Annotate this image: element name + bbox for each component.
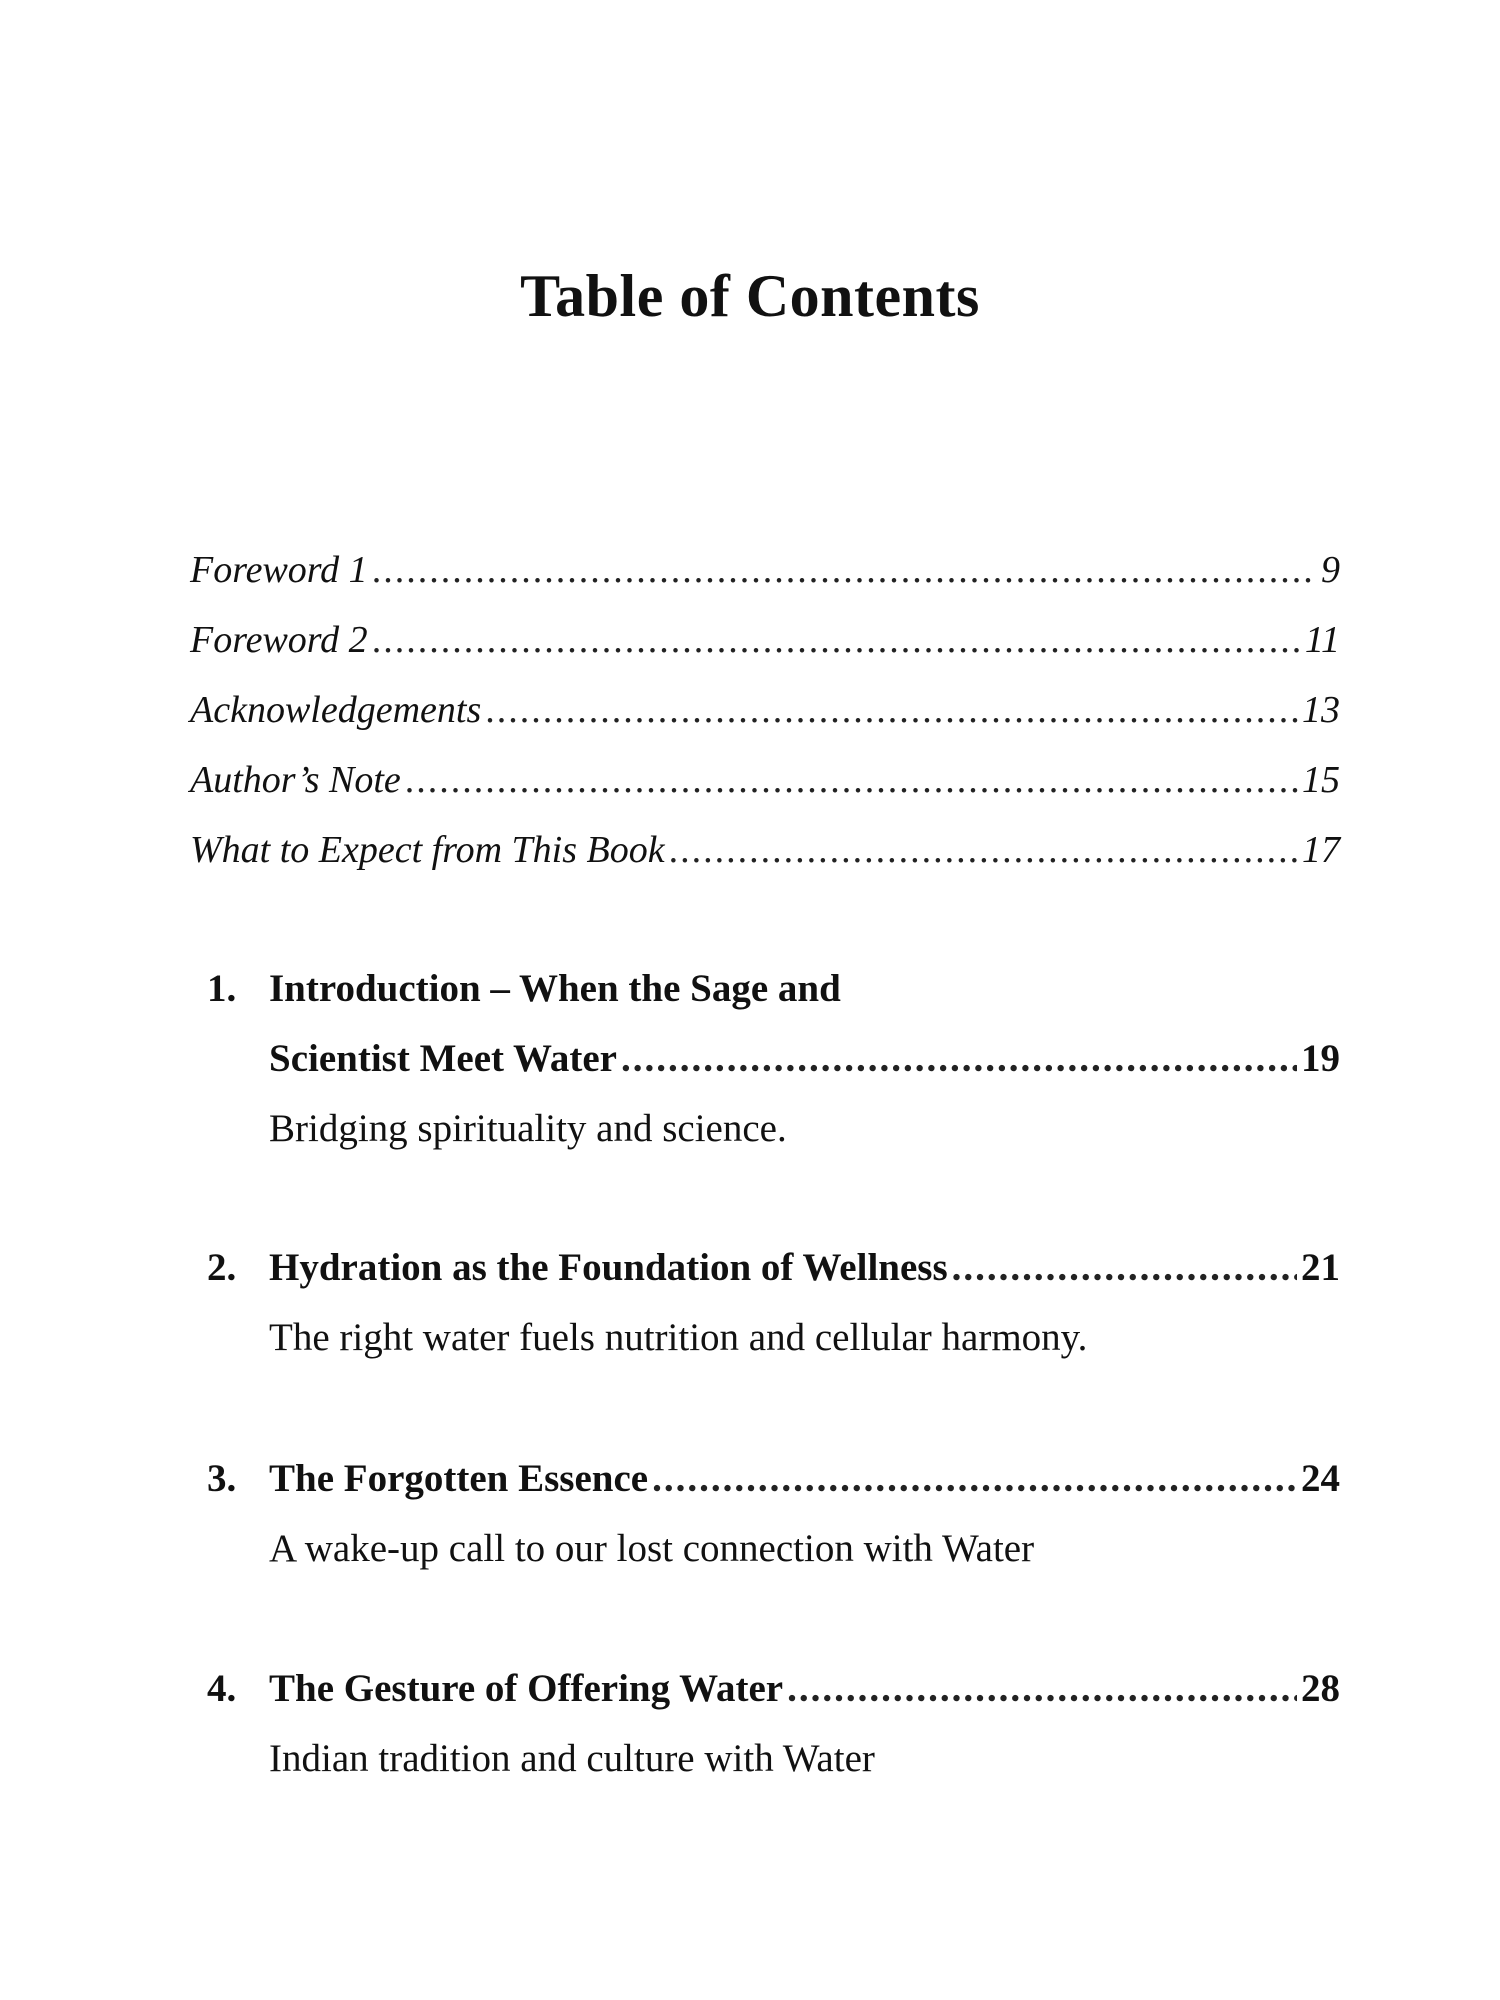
chapter-description: The right water fuels nutrition and cellular harmony. (269, 1316, 1088, 1359)
chapter-number: 3. (207, 1457, 237, 1500)
dot-leader (669, 828, 1298, 872)
chapter-number: 4. (207, 1667, 237, 1710)
chapter-title-row (269, 1036, 1340, 1106)
entry-page-number: 15 (1302, 759, 1340, 801)
dot-leader (787, 1666, 1297, 1711)
dot-leader (952, 1245, 1297, 1290)
entry-page-number: 17 (1302, 829, 1340, 871)
entry-label: Foreword 1 (190, 549, 368, 591)
page-title: Table of Contents (520, 263, 980, 329)
dot-leader (372, 618, 1301, 662)
entry-label: Author’s Note (190, 759, 401, 801)
chapter-description: Indian tradition and culture with Water (269, 1737, 875, 1780)
chapter-title: The Forgotten Essence (269, 1457, 649, 1500)
chapter-title-line: Introduction – When the Sage and (269, 967, 841, 1010)
chapter-page-number: 24 (1301, 1457, 1340, 1500)
entry-label: Acknowledgements (190, 689, 482, 731)
chapter-description: Bridging spirituality and science. (269, 1107, 787, 1150)
entry-page-number: 9 (1321, 549, 1340, 591)
dot-leader (652, 1456, 1297, 1501)
front-matter-list (190, 548, 1340, 898)
dot-leader (485, 688, 1298, 732)
dot-leader (405, 758, 1298, 802)
chapter-number: 2. (207, 1246, 237, 1289)
chapter-title: Hydration as the Foundation of Wellness (269, 1246, 948, 1289)
entry-label: What to Expect from This Book (190, 829, 665, 871)
front-matter-entry (190, 688, 1340, 758)
front-matter-entry (190, 618, 1340, 688)
chapter-title-row (269, 1456, 1340, 1526)
chapter-title: The Gesture of Offering Water (269, 1667, 784, 1710)
chapter-title-row (269, 1245, 1340, 1315)
dot-leader (372, 548, 1317, 592)
chapter-number: 1. (207, 967, 237, 1010)
dot-leader (621, 1036, 1297, 1081)
chapter-title-row (269, 1666, 1340, 1736)
chapter-page-number: 19 (1301, 1037, 1340, 1080)
chapter-title: Scientist Meet Water (269, 1037, 617, 1080)
front-matter-entry (190, 758, 1340, 828)
entry-label: Foreword 2 (190, 619, 368, 661)
front-matter-entry (190, 828, 1340, 898)
entry-page-number: 11 (1304, 619, 1340, 661)
chapter-page-number: 28 (1301, 1667, 1340, 1710)
chapter-page-number: 21 (1301, 1246, 1340, 1289)
chapter-description: A wake-up call to our lost connection with Water (269, 1527, 1035, 1570)
entry-page-number: 13 (1302, 689, 1340, 731)
front-matter-entry (190, 548, 1340, 618)
